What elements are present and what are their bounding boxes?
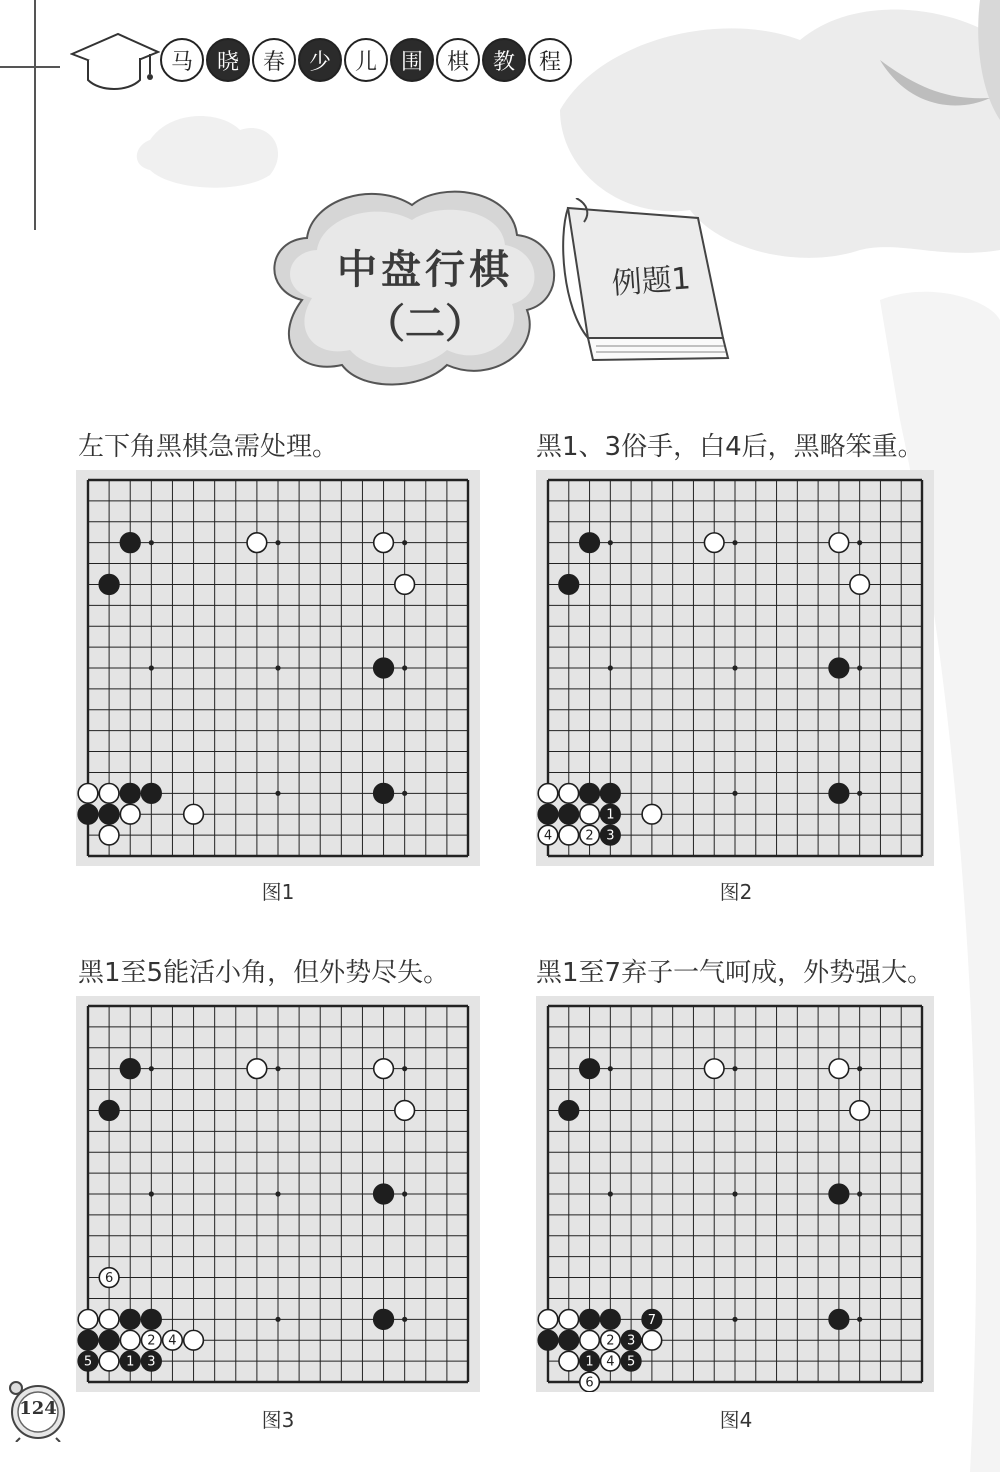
figure-1-label: 图1 [261, 880, 295, 904]
white-stone [247, 533, 267, 553]
white-stone [580, 1372, 600, 1392]
black-stone [374, 1309, 394, 1329]
move-number: 7 [647, 1312, 657, 1328]
black-stone [601, 1310, 621, 1330]
series-char: 儿 [344, 38, 388, 82]
star-point [402, 1191, 407, 1196]
figure-1-board [76, 470, 480, 866]
black-stone [99, 1330, 119, 1350]
black-stone [580, 784, 600, 804]
white-stone [538, 1310, 558, 1330]
white-stone [395, 1101, 415, 1121]
star-point [608, 1066, 613, 1071]
move-number: 1 [606, 807, 615, 823]
series-char: 围 [390, 38, 434, 82]
move-number: 2 [585, 828, 594, 844]
white-stone [829, 1059, 849, 1079]
white-stone [99, 1351, 119, 1371]
star-point [608, 1191, 613, 1196]
figure-2-caption: 黑1、3俗手，白4后，黑略笨重。 [536, 432, 924, 462]
move-number: 3 [606, 828, 615, 844]
white-stone [374, 533, 394, 553]
black-stone [559, 575, 579, 595]
series-char: 教 [482, 38, 526, 82]
move-number: 3 [626, 1333, 636, 1349]
white-stone [580, 804, 600, 824]
header-rule [0, 66, 60, 68]
white-stone [99, 1309, 119, 1329]
white-stone [642, 1330, 662, 1350]
go-board-1 [76, 470, 480, 866]
move-number: 2 [606, 1333, 615, 1349]
star-point [732, 540, 737, 545]
black-stone [829, 1184, 849, 1204]
white-stone [601, 1330, 621, 1350]
star-point [275, 791, 280, 796]
black-stone [601, 804, 621, 824]
star-point [402, 1066, 407, 1071]
black-stone [538, 804, 558, 824]
star-point [402, 791, 407, 796]
white-stone [642, 804, 662, 824]
example-label: 例题1 [610, 261, 692, 302]
star-point [275, 1317, 280, 1322]
star-point [857, 540, 862, 545]
white-stone [374, 1059, 394, 1079]
white-stone [538, 825, 558, 845]
black-stone [374, 1184, 394, 1204]
star-point [402, 540, 407, 545]
star-point [149, 540, 154, 545]
white-stone [538, 784, 558, 804]
black-stone [642, 1310, 662, 1330]
star-point [149, 665, 154, 670]
black-stone [621, 1351, 641, 1371]
white-stone [78, 783, 98, 803]
series-char: 程 [528, 38, 572, 82]
series-title [160, 38, 572, 82]
black-stone [601, 825, 621, 845]
black-stone [538, 1330, 558, 1350]
black-stone [580, 1351, 600, 1371]
white-stone [704, 1059, 724, 1079]
white-stone [120, 804, 140, 824]
page-number: 124 [19, 1398, 57, 1419]
white-stone [850, 1101, 870, 1121]
move-number: 1 [585, 1354, 594, 1370]
figure-1-caption: 左下角黑棋急需处理。 [78, 432, 339, 462]
black-stone [559, 1101, 579, 1121]
star-point [275, 665, 280, 670]
figure-3-board [76, 996, 480, 1392]
figure-2-board [536, 470, 934, 866]
figure-4-caption: 黑1至7弃子一气呵成，外势强大。 [536, 958, 934, 988]
white-stone [120, 1330, 140, 1350]
black-stone [78, 1351, 98, 1371]
move-number: 4 [543, 828, 553, 844]
black-stone [99, 804, 119, 824]
series-char: 春 [252, 38, 296, 82]
black-stone [559, 804, 579, 824]
go-board-2 [536, 470, 934, 866]
white-stone [601, 1351, 621, 1371]
white-stone [78, 1309, 98, 1329]
black-stone [141, 783, 161, 803]
star-point [402, 665, 407, 670]
series-char: 棋 [436, 38, 480, 82]
move-number: 4 [168, 1333, 177, 1349]
move-number: 6 [104, 1271, 114, 1287]
black-stone [78, 1330, 98, 1350]
black-stone [78, 804, 98, 824]
black-stone [829, 658, 849, 678]
series-char: 晓 [206, 38, 250, 82]
star-point [857, 1066, 862, 1071]
black-stone [580, 1310, 600, 1330]
star-point [732, 1066, 737, 1071]
white-stone [704, 533, 724, 553]
go-board-3 [76, 996, 480, 1392]
go-board-4 [536, 996, 934, 1392]
star-point [857, 791, 862, 796]
move-number: 5 [626, 1354, 636, 1370]
figure-3-caption: 黑1至5能活小角，但外势尽失。 [78, 958, 450, 988]
star-point [732, 665, 737, 670]
white-stone [580, 1330, 600, 1350]
section-title: 中盘行棋 [337, 247, 513, 293]
white-stone [395, 575, 415, 595]
figure-4-board [536, 996, 934, 1392]
black-stone [601, 784, 621, 804]
black-stone [559, 1330, 579, 1350]
white-stone [829, 533, 849, 553]
black-stone [99, 1101, 119, 1121]
white-stone [247, 1059, 267, 1079]
white-stone [141, 1330, 161, 1350]
black-stone [374, 658, 394, 678]
series-char: 少 [298, 38, 342, 82]
figure-4-label: 图4 [719, 1408, 753, 1432]
star-point [402, 1317, 407, 1322]
white-stone [99, 1268, 119, 1288]
black-stone [141, 1351, 161, 1371]
black-stone [621, 1330, 641, 1350]
graduation-cap-icon [70, 30, 160, 94]
section-subtitle: （二） [365, 301, 485, 347]
star-point [732, 791, 737, 796]
star-point [857, 1317, 862, 1322]
move-number: 6 [585, 1375, 594, 1391]
white-stone [559, 825, 579, 845]
star-point [608, 665, 613, 670]
white-stone [850, 575, 870, 595]
black-stone [120, 783, 140, 803]
black-stone [120, 1059, 140, 1079]
star-point [149, 1191, 154, 1196]
white-stone [559, 1310, 579, 1330]
black-stone [120, 533, 140, 553]
black-stone [99, 575, 119, 595]
black-stone [580, 1059, 600, 1079]
white-stone [184, 804, 204, 824]
figure-2-label: 图2 [719, 880, 753, 904]
figure-3-label: 图3 [261, 1408, 295, 1432]
move-number: 4 [606, 1354, 615, 1370]
black-stone [580, 533, 600, 553]
star-point [608, 540, 613, 545]
move-number: 5 [83, 1354, 93, 1370]
white-stone [99, 783, 119, 803]
white-stone [99, 825, 119, 845]
series-char: 马 [160, 38, 204, 82]
black-stone [829, 784, 849, 804]
star-point [275, 1191, 280, 1196]
star-point [275, 540, 280, 545]
move-number: 2 [147, 1333, 156, 1349]
star-point [732, 1317, 737, 1322]
white-stone [163, 1330, 183, 1350]
star-point [857, 665, 862, 670]
star-point [149, 1066, 154, 1071]
white-stone [184, 1330, 204, 1350]
star-point [275, 1066, 280, 1071]
black-stone [374, 783, 394, 803]
header-vertical-rule [34, 0, 36, 230]
black-stone [829, 1310, 849, 1330]
white-stone [559, 1351, 579, 1371]
white-stone [580, 825, 600, 845]
black-stone [141, 1309, 161, 1329]
star-point [857, 1191, 862, 1196]
move-number: 1 [126, 1354, 135, 1370]
star-point [732, 1191, 737, 1196]
white-stone [559, 784, 579, 804]
black-stone [120, 1309, 140, 1329]
black-stone [120, 1351, 140, 1371]
move-number: 3 [147, 1354, 156, 1370]
